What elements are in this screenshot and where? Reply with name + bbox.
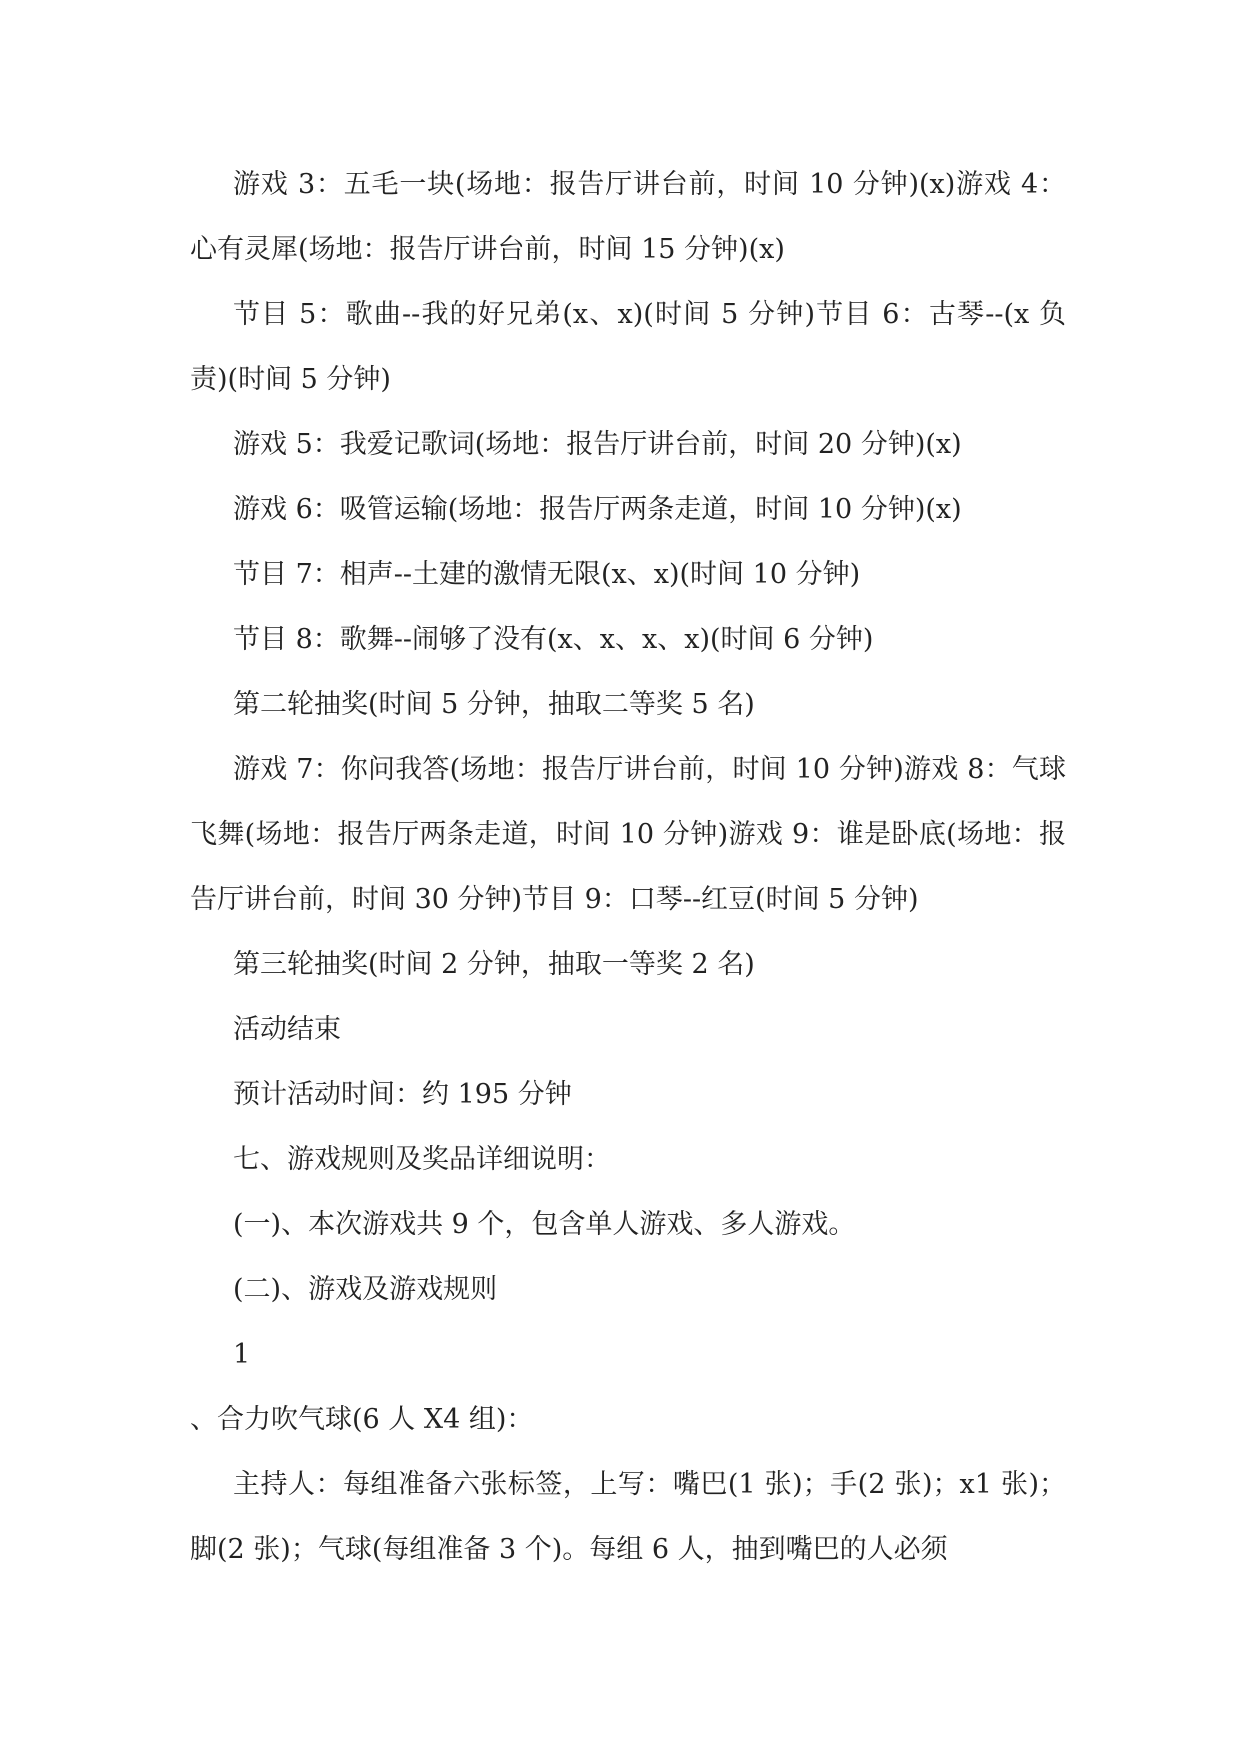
document-body — [190, 152, 1066, 1582]
paragraph-balloon-game-title: 、合力吹气球(6 人 X4 组)： — [190, 1404, 534, 1435]
paragraph-program-8: 节目 8：歌舞--闹够了没有(x、x、x、x)(时间 6 分钟) — [233, 624, 874, 655]
paragraph-rules-part-2: (二)、游戏及游戏规则 — [233, 1274, 498, 1305]
paragraph-game-3-4: 游戏 3：五毛一块(场地：报告厅讲台前，时间 10 分钟)(x)游戏 4：心有灵犀(场地：报告厅讲台前，时间 15 分钟)(x) — [190, 169, 1066, 265]
paragraph-game-6: 游戏 6：吸管运输(场地：报告厅两条走道，时间 10 分钟)(x) — [233, 494, 962, 525]
paragraph-game-7-9: 游戏 7：你问我答(场地：报告厅讲台前，时间 10 分钟)游戏 8：气球飞舞(场地：报告厅两条走道，时间 10 分钟)游戏 9：谁是卧底(场地：报告厅讲台前，时间 30 分钟)节目 9：口琴--红豆(时间 5 分钟) — [190, 754, 1066, 915]
paragraph-third-draw: 第三轮抽奖(时间 2 分钟，抽取一等奖 2 名) — [233, 949, 755, 980]
paragraph-program-7: 节目 7：相声--土建的激情无限(x、x)(时间 10 分钟) — [233, 559, 861, 590]
paragraph-host-instructions: 主持人：每组准备六张标签，上写：嘴巴(1 张)；手(2 张)；x1 张)；脚(2 张)；气球(每组准备 3 个)。每组 6 人，抽到嘴巴的人必须 — [190, 1469, 1066, 1565]
paragraph-game-5: 游戏 5：我爱记歌词(场地：报告厅讲台前，时间 20 分钟)(x) — [233, 429, 962, 460]
section-heading-rules: 七、游戏规则及奖品详细说明： — [233, 1144, 611, 1175]
paragraph-event-end: 活动结束 — [233, 1014, 341, 1045]
paragraph-rules-part-1: (一)、本次游戏共 9 个，包含单人游戏、多人游戏。 — [233, 1209, 856, 1240]
paragraph-estimated-time: 预计活动时间：约 195 分钟 — [233, 1079, 572, 1110]
list-number: 1 — [233, 1339, 251, 1370]
paragraph-second-draw: 第二轮抽奖(时间 5 分钟，抽取二等奖 5 名) — [233, 689, 755, 720]
paragraph-program-5-6: 节目 5：歌曲--我的好兄弟(x、x)(时间 5 分钟)节目 6：古琴--(x 负责)(时间 5 分钟) — [190, 299, 1066, 395]
